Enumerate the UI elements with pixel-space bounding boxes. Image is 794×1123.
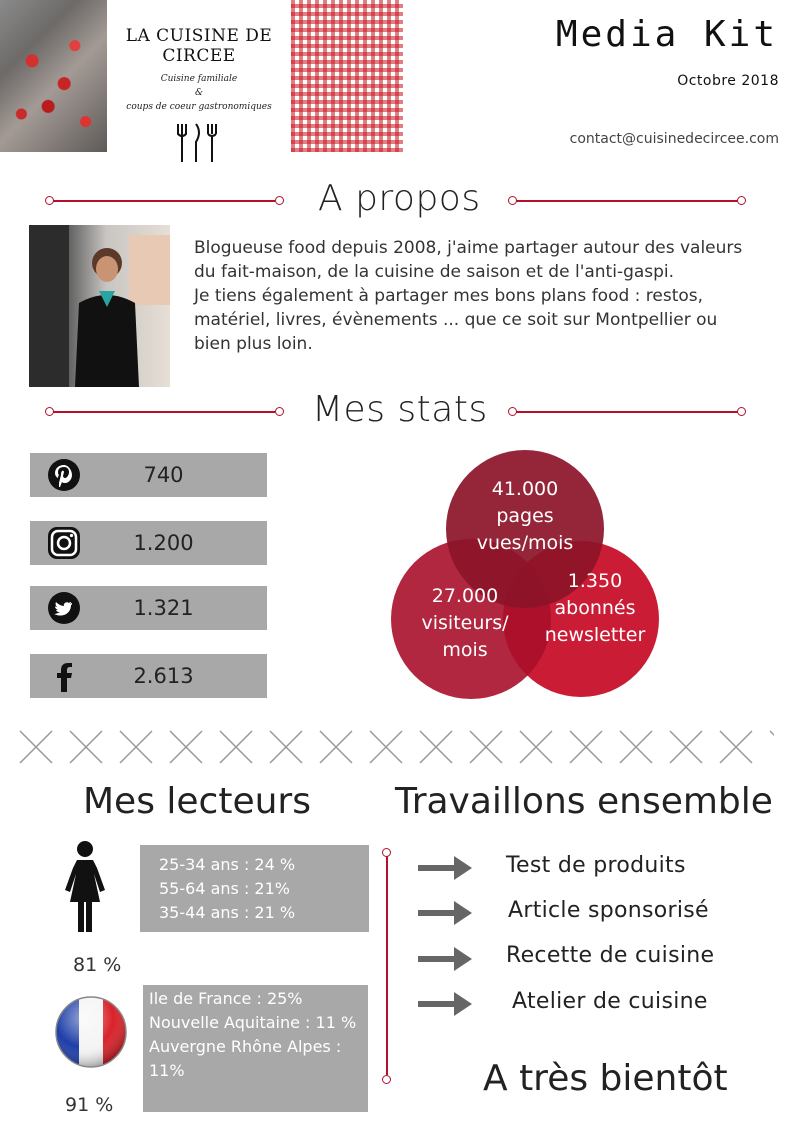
collab-item-product-test: Test de produits [506,853,686,878]
collab-item-workshop: Atelier de cuisine [512,989,708,1014]
logo [108,0,290,152]
stat-facebook [30,654,267,698]
logo-title: LA CUISINE DE CIRCEE [125,26,273,66]
logo-subtitle: Cuisine familiale & coups de coeur gastronomiques [126,74,272,112]
collab-item-recipe: Recette de cuisine [506,943,715,968]
venn-newsletter-label: 1.350 abonnés newsletter [544,570,646,646]
instagram-value: 1.200 [133,531,194,555]
twitter-icon [47,593,81,623]
stat-pinterest [30,453,267,497]
stat-instagram [30,521,267,565]
region-row: Auvergne Rhône Alpes : 11% [149,1037,342,1080]
france-flag-icon [53,994,129,1074]
readers-heading: Mes lecteurs [83,781,311,822]
pinterest-value: 740 [143,463,184,487]
closing-message: A très bientôt [483,1058,728,1099]
arrow-right-icon [418,991,472,1017]
france-percentage: 91 % [65,1094,114,1116]
arrow-right-icon [418,855,472,881]
region-row: Nouvelle Aquitaine : 11 % [149,1013,357,1032]
age-breakdown [140,845,369,932]
age-row: 55-64 ans : 21% [159,879,290,898]
about-text [194,236,754,356]
facebook-icon [47,661,81,691]
facebook-value: 2.613 [133,664,194,688]
about-heading: A propos [318,178,481,219]
contact-email[interactable]: contact@cuisinedecircee.com [569,131,779,147]
pinterest-icon [47,460,81,490]
age-row: 25-34 ans : 24 % [159,855,296,874]
age-row: 35-44 ans : 21 % [159,903,296,922]
cross-divider [18,728,774,766]
venn-pageviews-label: 41.000 pages vues/mois [476,478,574,554]
about-paragraph-1: Blogueuse food depuis 2008, j'aime partager autour des valeurs du fait-maison, de la cuisine de saison et de l'anti-gaspi. [194,238,743,282]
date: Octobre 2018 [677,73,779,89]
page-title: Media Kit [555,14,778,55]
instagram-icon [47,528,81,558]
region-breakdown [143,985,368,1112]
woman-icon [62,840,108,938]
arrow-right-icon [418,900,472,926]
about-paragraph-2: Je tiens également à partager mes bons plans food : restos, matériel, livres, évènements ... que ce soit sur Montpellier ou bien plus loin. [194,286,718,354]
twitter-value: 1.321 [133,596,194,620]
collab-item-sponsored-article: Article sponsorisé [508,898,709,923]
women-percentage: 81 % [73,954,122,976]
stats-heading: Mes stats [312,389,488,430]
arrow-right-icon [418,946,472,972]
gingham-pattern [291,0,403,152]
blogger-portrait [29,225,170,387]
utensils-icon [108,122,290,164]
region-row: Ile de France : 25% [149,989,303,1008]
cherries-photo [0,0,107,152]
venn-visitors-label: 27.000 visiteurs/ mois [421,585,509,661]
stat-twitter [30,586,267,630]
collab-heading: Travaillons ensemble [395,781,773,822]
